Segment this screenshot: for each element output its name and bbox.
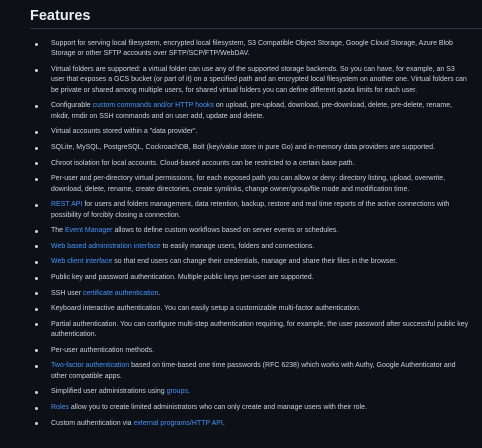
feature-text: The — [51, 227, 66, 235]
feature-link[interactable]: Two-factor authentication — [51, 362, 130, 370]
feature-item — [30, 200, 469, 221]
feature-item — [30, 273, 469, 283]
feature-item — [30, 257, 469, 267]
feature-link[interactable]: external programs/HTTP API — [133, 419, 223, 427]
feature-item — [30, 39, 469, 60]
feature-text: Keyboard interactive authentication. You can easily setup a customizable multi-factor authentication. — [51, 305, 361, 313]
feature-text: SSH user — [51, 289, 83, 297]
feature-text: Per-user authentication methods. — [51, 346, 155, 354]
feature-item — [30, 159, 469, 169]
feature-item — [30, 174, 469, 195]
feature-item — [30, 304, 469, 314]
feature-item — [30, 346, 469, 356]
feature-item — [30, 127, 469, 137]
feature-item — [30, 289, 469, 299]
feature-link[interactable]: groups — [166, 388, 188, 396]
feature-text: Support for serving local filesystem, encrypted local filesystem, S3 Compatible Object Storage, Google Cloud Storage, Azure Blob Storage or other SFTP accounts over SFTP/SCP/FTP/WebDAV. — [51, 40, 453, 58]
section-heading: Features — [30, 8, 482, 29]
feature-text: on upload, pre-upload, download, pre-download, delete, pre-delete, rename, mkdir, rmdir on SSH commands and on user add, update and delete. — [51, 102, 453, 120]
feature-item — [30, 403, 469, 413]
feature-link[interactable]: Event Manager — [65, 227, 113, 235]
feature-text: Custom authentication via — [51, 419, 134, 427]
feature-text: for users and folders management, data retention, backup, restore and real time reports of the active connections with possibility of forcibly closing a connection. — [51, 201, 450, 219]
feature-text: allows to define custom workflows based on server events or schedules. — [112, 227, 339, 235]
feature-text: . — [158, 289, 161, 297]
feature-text: Partial authentication. You can configure multi-step authentication requiring, for example, the user password after successful public key authentication. — [51, 320, 469, 339]
feature-link[interactable]: Web client interface — [51, 258, 113, 266]
feature-item — [30, 320, 469, 341]
feature-text: Configurable — [51, 102, 93, 110]
feature-link[interactable]: REST API — [51, 201, 83, 209]
feature-link[interactable]: Roles — [51, 403, 69, 411]
feature-item — [30, 65, 469, 96]
feature-text: based on time-based one time passwords (RFC 6238) which works with Authy, Google Authenticator and other compatible apps. — [51, 362, 456, 380]
feature-text: SQLite, MySQL, PostgreSQL, CockroachDB, Bolt (key/value store in pure Go) and in-memory data providers are supported. — [51, 144, 436, 151]
feature-item — [30, 101, 469, 122]
feature-text: Virtual accounts stored within a "data provider". — [51, 128, 198, 136]
feature-text: Virtual folders are supported: a virtual folder can use any of the supported storage backends. So you can have, for example, an S3 user that exposes a GCS bucket (or part of it) on a specified path and an encrypted local filesystem on another one. Virtual folders can be private or shared among multiple users, for shared virtual folders you can define different quota limits for each user. — [51, 66, 467, 94]
feature-text: Public key and password authentication. Multiple public keys per-user are supported. — [51, 273, 314, 281]
feature-link[interactable]: custom commands and/or HTTP hooks — [92, 102, 214, 110]
feature-link[interactable]: Web based administration interface — [51, 242, 161, 250]
feature-text: Simplified user administrations using — [51, 388, 167, 396]
feature-item — [30, 387, 469, 397]
feature-text: Per-user and per-directory virtual permissions, for each exposed path you can allow or deny: directory listing, upload, overwrite, download, delete, rename, create directories, create symlinks, change owner/group/file mode and modification time. — [51, 175, 446, 193]
feature-text: to easily manage users, folders and connections. — [160, 242, 315, 250]
feature-item — [30, 419, 469, 429]
feature-text: allow you to create limited administrators who can only create and manage users with their role. — [68, 403, 367, 411]
feature-text: Chroot isolation for local accounts. Cloud-based accounts can be restricted to a certain base path. — [51, 159, 355, 167]
feature-text: . — [222, 419, 225, 427]
feature-text: . — [187, 388, 190, 396]
feature-item — [30, 143, 469, 153]
feature-text: so that end users can change their credentials, manage and share their files in the browser. — [112, 258, 398, 266]
feature-item — [30, 242, 469, 252]
feature-item — [30, 226, 469, 236]
feature-link[interactable]: certificate authentication — [82, 289, 159, 297]
feature-item — [30, 361, 469, 382]
feature-list — [30, 39, 468, 429]
